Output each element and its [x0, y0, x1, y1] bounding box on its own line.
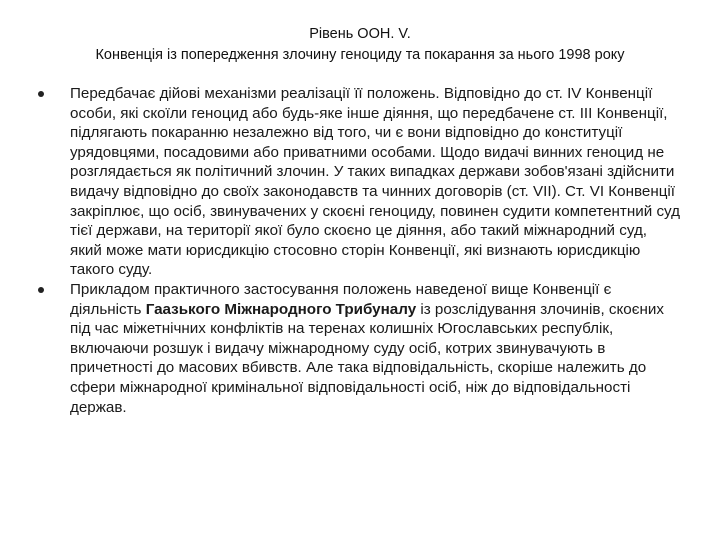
bullet-icon	[38, 287, 44, 293]
title-line-2: Конвенція із попередження злочину геноциду та покарання за нього 1998 року	[95, 47, 625, 63]
bullet-icon	[38, 91, 44, 97]
slide-title	[20, 24, 700, 66]
bullet-text-part: Прикладом практичного застосування положень наведеної вище Конвенції є діяльність	[70, 280, 612, 318]
bullet-text: Передбачає дійові механізми реалізації її положень. Відповідно до ст. IV Конвенції особи, які скоїли геноцид або будь-яке інше діяння, що передбачене ст. III Конвенції, підлягають покаранню незалежно від того, чи є вони відповідно до конституції урядовцями, посадовими або приватними особами. Щодо видачі винних геноцид не розглядається як політичний злочин. У таких випадках держави зобов'язані здійснити видачу відповідно до своїх законодавств та чинних договорів (ст. VII). Ст. VI Конвенції закріплює, що осіб, звинувачених у скоєні геноциду, повинен судити компетентний суд тієї держави, на території якої було скоєно це діяння, або такий міжнародний суд, який може мати юрисдикцію стосовно сторін Конвенції, які визнають юрисдикцію такого суду.	[70, 85, 680, 279]
tribunal-name: Гаазького Міжнародного Трибуналу	[145, 300, 417, 318]
title-line-1: Рівень ООН. V.	[309, 26, 411, 42]
list-item	[38, 84, 680, 280]
bullet-text-part: із розслідування злочинів, скоєних під час міжетнічних конфліктів на теренах колишніх Югославських республік, включаючи розшук і видачу міжнародному суду осіб, котрих звинувачують в причетності до масових вбивств. Але така відповідальність, скоріше належить до сфери міжнародної кримінальної відповідальності осіб, ніж до відповідальності держав.	[70, 300, 664, 416]
bullet-text	[70, 280, 680, 417]
bullet-list	[38, 84, 680, 417]
list-item	[38, 280, 680, 417]
